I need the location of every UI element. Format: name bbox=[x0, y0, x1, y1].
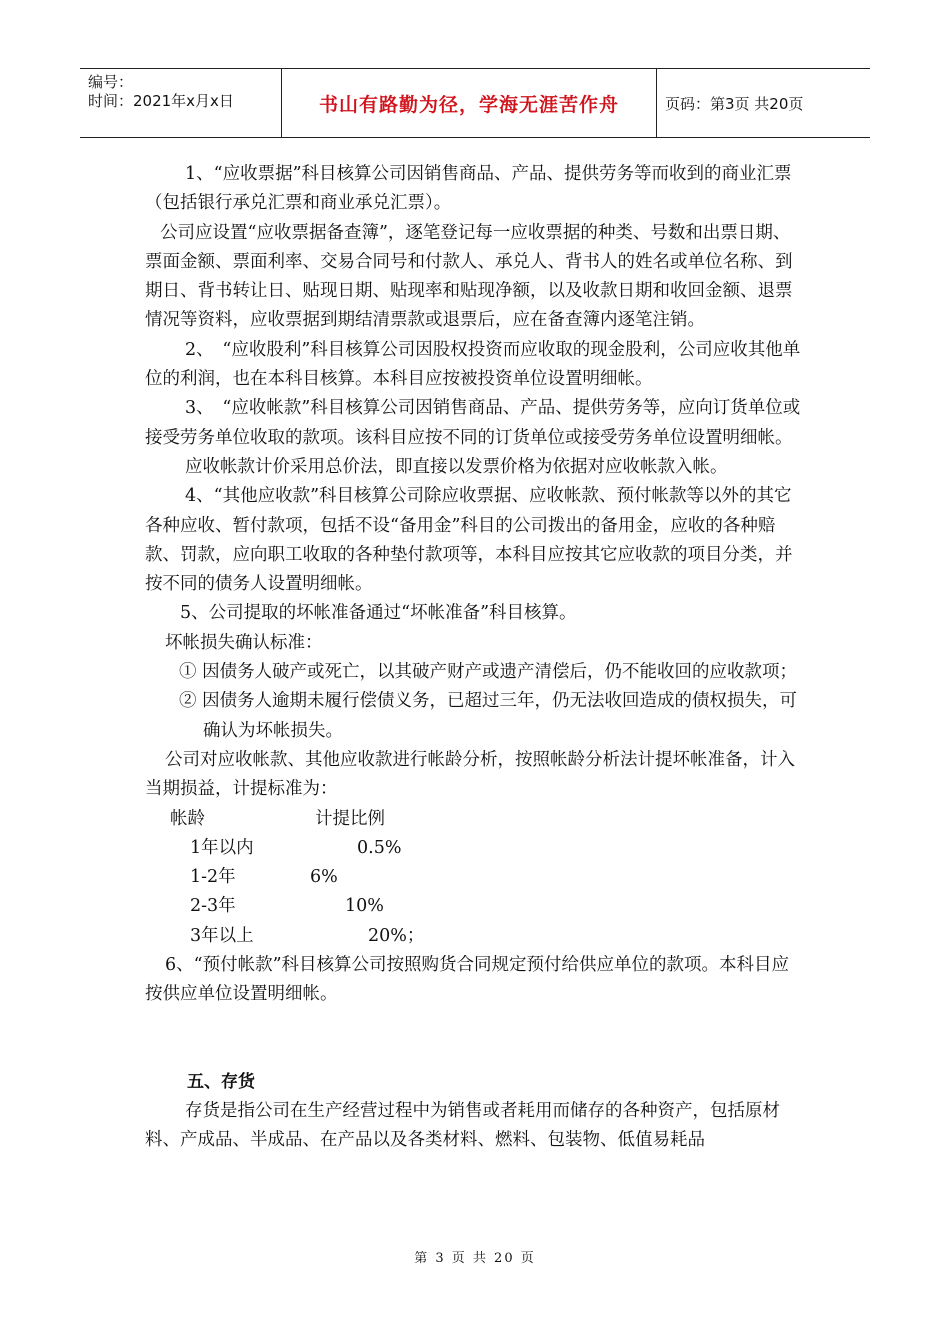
page-header bbox=[80, 68, 870, 138]
aging-header-rate: 计提比例 bbox=[315, 808, 385, 829]
paragraph-other-receivables: 4、“其他应收款”科目核算公司除应收票据、应收帐款、预付帐款等以外的其它各种应收、暂付款项，包括不设“备用金”科目的公司拨出的备用金，应收的各种赔款、罚款，应向职工收取的各种垫付款项等，本科目应按其它应收款的项目分类，并按不同的债务人设置明细帐。 bbox=[145, 486, 793, 595]
criteria-item-1: ① 因债务人破产或死亡，以其破产财产或遗产清偿后，仍不能收回的应收款项； bbox=[179, 662, 798, 683]
paragraph-bad-debt-provision: 5、公司提取的坏帐准备通过“坏帐准备”科目核算。 bbox=[180, 603, 577, 624]
aging-row-rate: 0.5% bbox=[357, 837, 402, 858]
date-label: 时间：2021年x月x日 bbox=[88, 92, 234, 110]
aging-table-row bbox=[145, 834, 805, 863]
paragraph-total-price-method: 应收帐款计价采用总价法，即直接以发票价格为依据对应收帐款入帐。 bbox=[185, 456, 728, 477]
aging-row-age: 1-2年 bbox=[190, 867, 236, 888]
paragraph-accounts-receivable: 3、 “应收帐款”科目核算公司因销售商品、产品、提供劳务等，应向订货单位或接受劳务单位收取的款项。该科目应按不同的订货单位或接受劳务单位设置明细帐。 bbox=[145, 398, 801, 448]
header-motto: 书山有路勤为径，学海无涯苦作舟 bbox=[282, 69, 657, 137]
paragraph-prepayments: 6、“预付帐款”科目核算公司按照购货合同规定预付给供应单位的款项。本科目应按供应单位设置明细帐。 bbox=[145, 955, 790, 1005]
paragraph-aging-analysis: 公司对应收帐款、其他应收款进行帐龄分析，按照帐龄分析法计提坏帐准备，计入当期损益，计提标准为： bbox=[145, 749, 795, 800]
section-title-inventory: 五、存货 bbox=[187, 1071, 255, 1092]
aging-row-age: 1年以内 bbox=[190, 837, 254, 858]
section-spacer bbox=[145, 1010, 805, 1068]
aging-table bbox=[145, 805, 805, 951]
aging-table-row bbox=[145, 863, 805, 892]
number-label: 编号： bbox=[88, 73, 134, 91]
header-page-label: 页码：第3页 共20页 bbox=[665, 94, 804, 113]
paragraph-inventory-definition: 存货是指公司在生产经营过程中为销售或者耗用而储存的各种资产，包括原材料、产成品、半成品、在产品以及各类材料、燃料、包装物、低值易耗品 bbox=[145, 1100, 780, 1151]
paragraph-notes-receivable: 1、“应收票据”科目核算公司因销售商品、产品、提供劳务等而收到的商业汇票（包括银行承兑汇票和商业承兑汇票）。 bbox=[145, 164, 792, 214]
aging-row-age: 2-3年 bbox=[190, 896, 236, 917]
aging-row-rate: 6% bbox=[310, 867, 338, 888]
aging-row-age: 3年以上 bbox=[190, 925, 254, 946]
document-body bbox=[145, 160, 805, 1156]
aging-table-row bbox=[145, 922, 805, 951]
paragraph-notes-register: 公司应设置“应收票据备查簿”，逐笔登记每一应收票据的种类、号数和出票日期、票面金额、票面利率、交易合同号和付款人、承兑人、背书人的姓名或单位名称、到期日、背书转让日、贴现日期、贴现率和贴现净额，以及收款日期和收回金额、退票情况等资料，应收票据到期结清票款或退票后，应在备查簿内逐笔注销。 bbox=[145, 222, 793, 331]
aging-row-rate: 10% bbox=[345, 896, 384, 917]
aging-table-row bbox=[145, 892, 805, 921]
aging-table-header bbox=[145, 805, 805, 834]
aging-row-rate: 20%； bbox=[368, 925, 425, 946]
page-footer: 第 3 页 共 20 页 bbox=[414, 1251, 536, 1266]
header-meta bbox=[80, 69, 282, 137]
paragraph-bad-debt-criteria: 坏帐损失确认标准： bbox=[165, 632, 323, 653]
aging-header-age: 帐龄 bbox=[170, 808, 205, 829]
criteria-item-2: ② 因债务人逾期未履行偿债义务，已超过三年，仍无法收回造成的债权损失，可确认为坏帐损失。 bbox=[179, 691, 798, 741]
paragraph-dividends-receivable: 2、 “应收股利”科目核算公司因股权投资而应收取的现金股利，公司应收其他单位的利润，也在本科目核算。本科目应按被投资单位设置明细帐。 bbox=[145, 339, 801, 390]
